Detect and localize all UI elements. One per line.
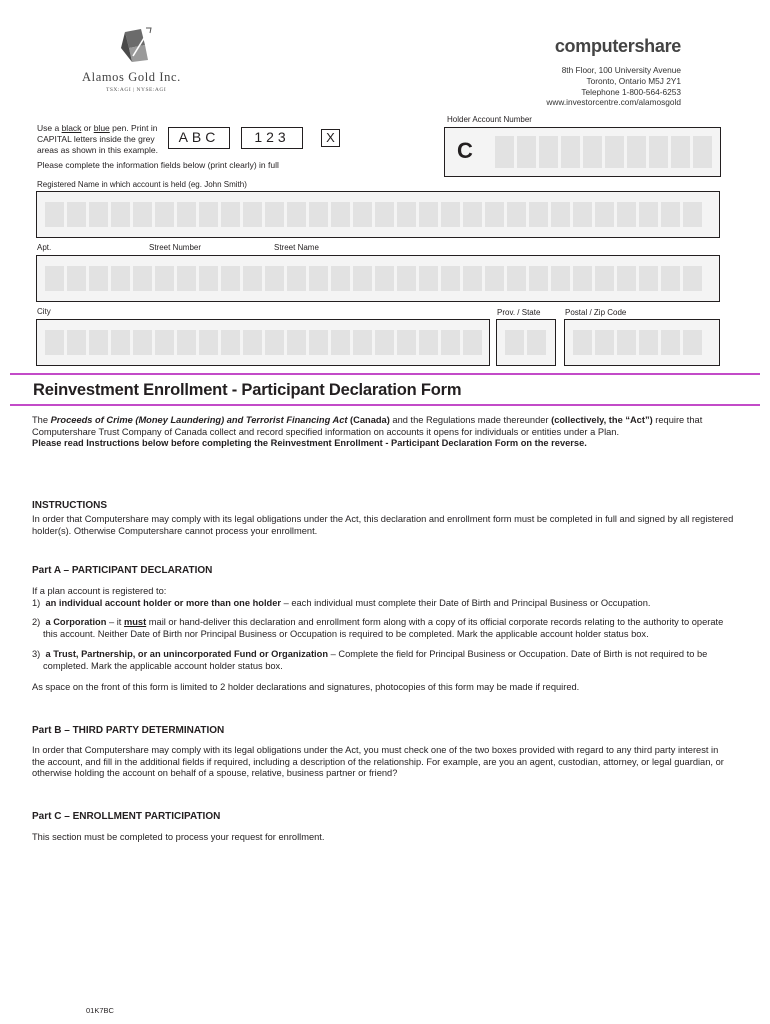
char-cell (661, 202, 680, 227)
street-number-label: Street Number (149, 243, 202, 252)
postal-label: Postal / Zip Code (565, 308, 627, 317)
char-cell (353, 202, 372, 227)
form-title: Reinvestment Enrollment - Participant Declaration Form (33, 381, 462, 399)
char-cell (661, 266, 680, 291)
char-cell (89, 266, 108, 291)
part-b-heading: Part B – THIRD PARTY DETERMINATION (32, 725, 225, 736)
char-cell (539, 136, 558, 168)
char-cell (397, 266, 416, 291)
char-cell (89, 330, 108, 355)
part-b-text: In order that Computershare may comply with its legal obligations under the Act, you must check one of the two boxes provided with regard to any third party interest in the account, and fill in the additional fields if required, including a description of the relationship. For example, are you an agent, custodian, attorney, or legal guardian, or otherwise holding the account on behalf of a spouse, relative, business partner or friend? (32, 745, 724, 779)
address-cells (45, 266, 715, 291)
char-cell (463, 330, 482, 355)
char-cell (155, 202, 174, 227)
address-line-2: Toronto, Ontario M5J 2Y1 (586, 75, 681, 86)
char-cell (67, 266, 86, 291)
char-cell (495, 136, 514, 168)
char-cell (671, 136, 690, 168)
holder-account-field[interactable] (444, 127, 721, 177)
char-cell (551, 266, 570, 291)
example-numbers-box: 123 (241, 127, 303, 149)
char-cell (133, 330, 152, 355)
char-cell (419, 202, 438, 227)
char-cell (309, 202, 328, 227)
char-cell (529, 266, 548, 291)
char-cell (199, 202, 218, 227)
char-cell (375, 266, 394, 291)
char-cell (441, 202, 460, 227)
char-cell (551, 202, 570, 227)
char-cell (485, 202, 504, 227)
char-cell (397, 330, 416, 355)
char-cell (287, 202, 306, 227)
char-cell (529, 202, 548, 227)
company-tickers: TSX:AGI | NYSE:AGI (106, 87, 167, 93)
char-cell (661, 330, 680, 355)
alamos-emblem-icon (115, 26, 155, 64)
char-cell (265, 266, 284, 291)
char-cell (627, 136, 646, 168)
part-a-body: If a plan account is registered to: 1) an individual account holder or more than one holder – each individual must complete their Date of Birth and Principal Business or Occupation. 2) a Corporation – it must mail or hand-deliver this declaration and enrollment form along with a copy of its official corporate records relating to the authority to operate this account. Neither Date of Birth nor Principal Business or Occupation is required to be completed. Mark the applicable account holder status box. 3) a Trust, Partnership, or an unincorporated Fund or Organization – Complete the field for Principal Business or Occupation. Date of Birth is not required to be completed. Mark the applicable account holder status box. As space on the front of this form is limited to 2 holder declarations and signatures, photocopies of this form may be made if required. (32, 586, 737, 693)
char-cell (683, 330, 702, 355)
char-cell (617, 266, 636, 291)
char-cell (177, 266, 196, 291)
char-cell (595, 330, 614, 355)
char-cell (441, 266, 460, 291)
part-c-heading: Part C – ENROLLMENT PARTICIPATION (32, 811, 221, 822)
char-cell (45, 266, 64, 291)
apt-label: Apt. (37, 243, 52, 252)
char-cell (375, 330, 394, 355)
char-cell (375, 202, 394, 227)
char-cell (111, 266, 130, 291)
char-cell (649, 136, 668, 168)
street-name-label: Street Name (274, 243, 319, 252)
char-cell (573, 202, 592, 227)
char-cell (353, 266, 372, 291)
char-cell (507, 202, 526, 227)
char-cell (639, 202, 658, 227)
instructions-text: In order that Computershare may comply with its legal obligations under the Act, this declaration and enrollment form must be completed in full and signed by all registered holder(s). Otherwise Computershare cannot process your enrollment. (32, 514, 734, 536)
part-a-heading: Part A – PARTICIPANT DECLARATION (32, 565, 213, 576)
char-cell (331, 330, 350, 355)
char-cell (45, 202, 64, 227)
computershare-logo (555, 36, 681, 57)
char-cell (177, 330, 196, 355)
char-cell (419, 330, 438, 355)
instructions-heading: INSTRUCTIONS (32, 500, 107, 511)
address-field[interactable] (36, 255, 720, 302)
part-a-item-2: 2) a Corporation – it must mail or hand-deliver this declaration and enrollment form along with a copy of its official corporate records relating to the authority to operate (32, 617, 724, 628)
part-a-item-3: 3) a Trust, Partnership, or an unincorporated Fund or Organization – Complete the field for Principal Business or Occupation. Date of Birth is not required to be (32, 649, 708, 660)
char-cell (639, 330, 658, 355)
complete-note: Please complete the information fields below (print clearly) in full (37, 160, 279, 170)
char-cell (573, 266, 592, 291)
char-cell (693, 136, 712, 168)
company-name: Alamos Gold Inc. (82, 70, 181, 84)
char-cell (463, 202, 482, 227)
prov-label: Prov. / State (497, 308, 541, 317)
title-top-rule (10, 373, 760, 375)
char-cell (505, 330, 524, 355)
part-a-item-1: 1) an individual account holder or more than one holder – each individual must complete their Date of Birth and Principal Business or Occupation. (32, 597, 651, 608)
char-cell (111, 202, 130, 227)
char-cell (309, 330, 328, 355)
char-cell (639, 266, 658, 291)
prov-field[interactable] (496, 319, 556, 366)
char-cell (485, 266, 504, 291)
char-cell (595, 202, 614, 227)
char-cell (155, 330, 174, 355)
address-line-4: www.investorcentre.com/alamosgold (546, 97, 681, 108)
char-cell (507, 266, 526, 291)
char-cell (45, 330, 64, 355)
char-cell (177, 202, 196, 227)
char-cell (221, 202, 240, 227)
char-cell (287, 330, 306, 355)
city-label: City (37, 307, 51, 316)
address-line-3: Telephone 1-800-564-6253 (581, 86, 681, 97)
registrar-logo-text: computershare (554, 36, 681, 56)
address-line-1: 8th Floor, 100 University Avenue (561, 65, 681, 75)
char-cell (309, 266, 328, 291)
char-cell (89, 202, 108, 227)
char-cell (683, 202, 702, 227)
postal-cells (573, 330, 715, 355)
intro-paragraph: The Proceeds of Crime (Money Laundering) and Terrorist Financing Act (Canada) and the Regulations made thereunder (collectively, the “Act”) require that Computershare Trust Company of Canada collect and record specified information on accounts it opens for individuals or entities under a Plan. Please read Instructions below before completing the Reinvestment Enrollment - Participant Declaration Form on the reverse. (32, 415, 703, 449)
registered-name-cells (45, 202, 715, 227)
char-cell (243, 266, 262, 291)
char-cell (617, 330, 636, 355)
char-cell (353, 330, 372, 355)
part-c-text: This section must be completed to process your request for enrollment. (32, 832, 325, 842)
char-cell (133, 202, 152, 227)
char-cell (199, 330, 218, 355)
registered-name-label: Registered Name in which account is held (eg. John Smith) (37, 180, 247, 189)
char-cell (573, 330, 592, 355)
char-cell (155, 266, 174, 291)
char-cell (243, 202, 262, 227)
alamos-logo (115, 26, 155, 64)
example-instructions: Use a black or blue pen. Print in CAPITAL letters inside the grey areas as shown in this example. (37, 123, 158, 155)
char-cell (331, 266, 350, 291)
char-cell (605, 136, 624, 168)
char-cell (111, 330, 130, 355)
char-cell (419, 266, 438, 291)
char-cell (199, 266, 218, 291)
char-cell (617, 202, 636, 227)
char-cell (67, 330, 86, 355)
registered-name-field[interactable] (36, 191, 720, 238)
char-cell (243, 330, 262, 355)
registrar-address (461, 65, 681, 108)
char-cell (463, 266, 482, 291)
title-bottom-rule (10, 404, 760, 406)
char-cell (441, 330, 460, 355)
char-cell (265, 202, 284, 227)
char-cell (517, 136, 536, 168)
char-cell (583, 136, 602, 168)
char-cell (265, 330, 284, 355)
char-cell (683, 266, 702, 291)
example-checkbox: X (321, 129, 340, 147)
prov-cells (505, 330, 551, 355)
city-cells (45, 330, 485, 355)
char-cell (595, 266, 614, 291)
holder-account-label: Holder Account Number (447, 115, 532, 124)
char-cell (561, 136, 580, 168)
city-field[interactable] (36, 319, 490, 366)
char-cell (221, 266, 240, 291)
char-cell (67, 202, 86, 227)
char-cell (527, 330, 546, 355)
char-cell (133, 266, 152, 291)
char-cell (287, 266, 306, 291)
char-cell (397, 202, 416, 227)
example-letters-box: ABC (168, 127, 230, 149)
char-cell (221, 330, 240, 355)
holder-account-prefix: C (457, 138, 473, 163)
form-code: 01K7BC (86, 1006, 114, 1015)
postal-field[interactable] (564, 319, 720, 366)
char-cell (331, 202, 350, 227)
holder-account-cells (495, 136, 716, 168)
